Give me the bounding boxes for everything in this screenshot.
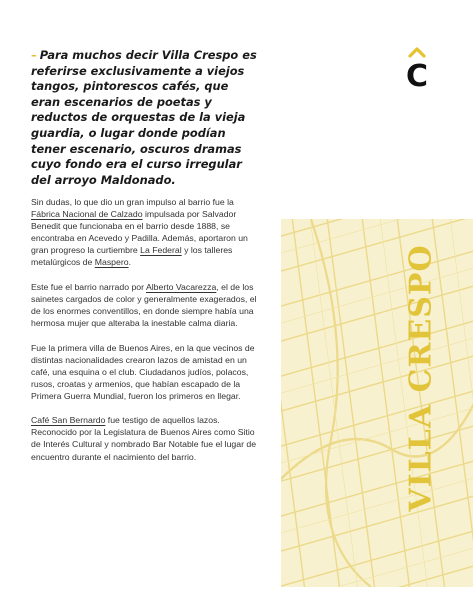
link-maspero[interactable]: Maspero	[94, 257, 129, 268]
link-la-federal[interactable]: La Federal	[140, 245, 182, 256]
pull-quote	[31, 48, 261, 188]
link-alberto-vacarezza[interactable]: Alberto Vacarezza	[145, 281, 217, 292]
logo-letter: C	[405, 59, 429, 92]
link-cafe-san-bernardo[interactable]: Café San Bernardo	[31, 415, 106, 426]
link-fabrica-calzado[interactable]: Fábrica Nacional de Calzado	[31, 209, 143, 220]
quote-dash: –	[31, 48, 37, 62]
map-title: VILLA CRESPO	[403, 244, 439, 512]
paragraph-4: Café San Bernardo fue testigo de aquellos lazos. Reconocido por la Legislatura de Buenos Aires como Sitio de Interés Cultural y nombrado Bar Notable fue el lugar de encuentro durante el nacimiento del barrio.	[31, 415, 257, 462]
paragraph-2: Este fue el barrio narrado por Alberto Vacarezza, el de los sainetes cargados de color y generalmente exagerados, el de los enormes conventillos, en donde siempre había una hermosa mujer que alteraba la inestable calma diaria.	[31, 281, 257, 329]
paragraph-3: Fue la primera villa de Buenos Aires, en la que vecinos de distintas nacionalidades crearon lazos de amistad en un café, una esquina o el club. Ciudadanos judíos, polacos, rusos, croatas y armenios, que habían escapado de la Primera Guerra Mundial, fueron los primeros en llegar.	[31, 342, 255, 401]
paragraph-1: Sin dudas, lo que dio un gran impulso al barrio fue la Fábrica Nacional de Calzado impulsada por Salvador Benedit que funcionaba en el barrio desde 1888, se encontraba en Acevedo y Padilla. Además, aportaron un gran progreso la curtiembre La Federal y los talleres metalúrgicos de Maspero.	[31, 197, 248, 268]
article-body	[31, 196, 261, 475]
map-illustration	[281, 219, 473, 587]
street-map	[281, 219, 473, 587]
quote-text: Para muchos decir Villa Crespo es referirse exclusivamente a viejos tangos, pintorescos cafés, que eran escenarios de poetas y reductos de orquestas de la vieja guardia, o lugar donde podían tener escenario, oscuros dramas cuyo fondo era el curso irregular del arroyo Maldonado.	[31, 48, 257, 187]
logo-c-icon	[404, 46, 430, 92]
